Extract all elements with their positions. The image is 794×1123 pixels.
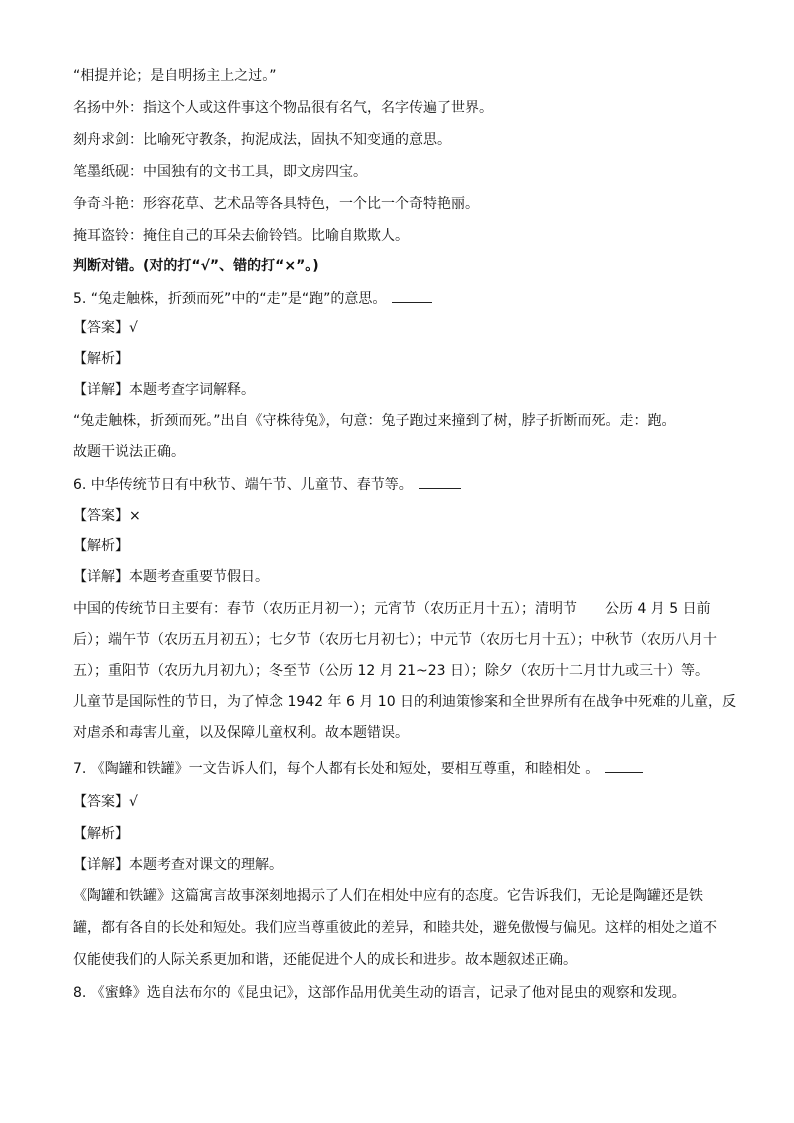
explanation-line: 中国的传统节日主要有：春节（农历正月初一）；元宵节（农历正月十五）；清明节 公历 4 月 5 日前 — [73, 601, 711, 617]
answer-label: 【答案】√ — [73, 320, 138, 336]
detail-label: 【详解】本题考查字词解释。 — [73, 382, 255, 398]
question-5-text: 5. “兔走触株，折颈而死”中的“走”是“跑”的意思。 — [73, 291, 387, 307]
detail-label: 【详解】本题考查对课文的理解。 — [73, 857, 283, 873]
answer-label: 【答案】× — [73, 508, 141, 524]
idiom-line: 名扬中外：指这个人或这件事这个物品很有名气，名字传遍了世界。 — [73, 100, 493, 116]
explanation-line: 对虐杀和毒害儿童，以及保障儿童权利。故本题错误。 — [73, 725, 409, 741]
explanation-line: 儿童节是国际性的节日，为了悼念 1942 年 6 月 10 日的利迪策惨案和全世界所有在战争中死难的儿童，反 — [73, 694, 737, 710]
answer-blank — [605, 758, 643, 773]
question-7 — [73, 758, 643, 779]
question-8: 8. 《蜜蜂》选自法布尔的《昆虫记》，这部作品用优美生动的语言，记录了他对昆虫的观察和发现。 — [73, 985, 686, 1001]
explanation-line: 《陶罐和铁罐》这篇寓言故事深刻地揭示了人们在相处中应有的态度。它告诉我们，无论是陶罐还是铁 — [73, 888, 703, 904]
idiom-line: 笔墨纸砚：中国独有的文书工具，即文房四宝。 — [73, 164, 367, 180]
explanation-line: 后）；端午节（农历五月初五）；七夕节（农历七月初七）；中元节（农历七月十五）；中秋节（农历八月十 — [73, 632, 717, 648]
question-6-text: 6. 中华传统节日有中秋节、端午节、儿童节、春节等。 — [73, 477, 413, 493]
answer-blank — [392, 288, 432, 303]
explanation-line: 五）；重阳节（农历九月初九）；冬至节（公历 12 月 21~23 日）；除夕（农历十二月廿九或三十）等。 — [73, 663, 709, 679]
idiom-line: 争奇斗艳：形容花草、艺术品等各具特色，一个比一个奇特艳丽。 — [73, 196, 479, 212]
explanation-line: 故题干说法正确。 — [73, 444, 185, 460]
explanation-line: “兔走触株，折颈而死。”出自《守株待兔》，句意：兔子跑过来撞到了树，脖子折断而死。走：跑。 — [73, 413, 676, 429]
section-heading: 判断对错。(对的打“√”、错的打“×”。) — [73, 258, 319, 274]
question-7-text: 7. 《陶罐和铁罐》一文告诉人们，每个人都有长处和短处，要相互尊重，和睦相处 。 — [73, 761, 600, 777]
idiom-line: “相提并论；是自明扬主上之过。” — [73, 68, 277, 84]
explanation-line: 仅能使我们的人际关系更加和谐，还能促进个人的成长和进步。故本题叙述正确。 — [73, 952, 577, 968]
analysis-label: 【解析】 — [73, 538, 129, 554]
answer-label: 【答案】√ — [73, 794, 138, 810]
analysis-label: 【解析】 — [73, 826, 129, 842]
idiom-line: 掩耳盗铃：掩住自己的耳朵去偷铃铛。比喻自欺欺人。 — [73, 228, 409, 244]
question-6 — [73, 474, 461, 495]
explanation-line: 罐，都有各自的长处和短处。我们应当尊重彼此的差异，和睦共处，避免傲慢与偏见。这样的相处之道不 — [73, 920, 717, 936]
answer-blank — [419, 474, 461, 489]
analysis-label: 【解析】 — [73, 351, 129, 367]
detail-label: 【详解】本题考查重要节假日。 — [73, 569, 269, 585]
question-5 — [73, 288, 432, 309]
idiom-line: 刻舟求剑：比喻死守教条，拘泥成法，固执不知变通的意思。 — [73, 132, 451, 148]
